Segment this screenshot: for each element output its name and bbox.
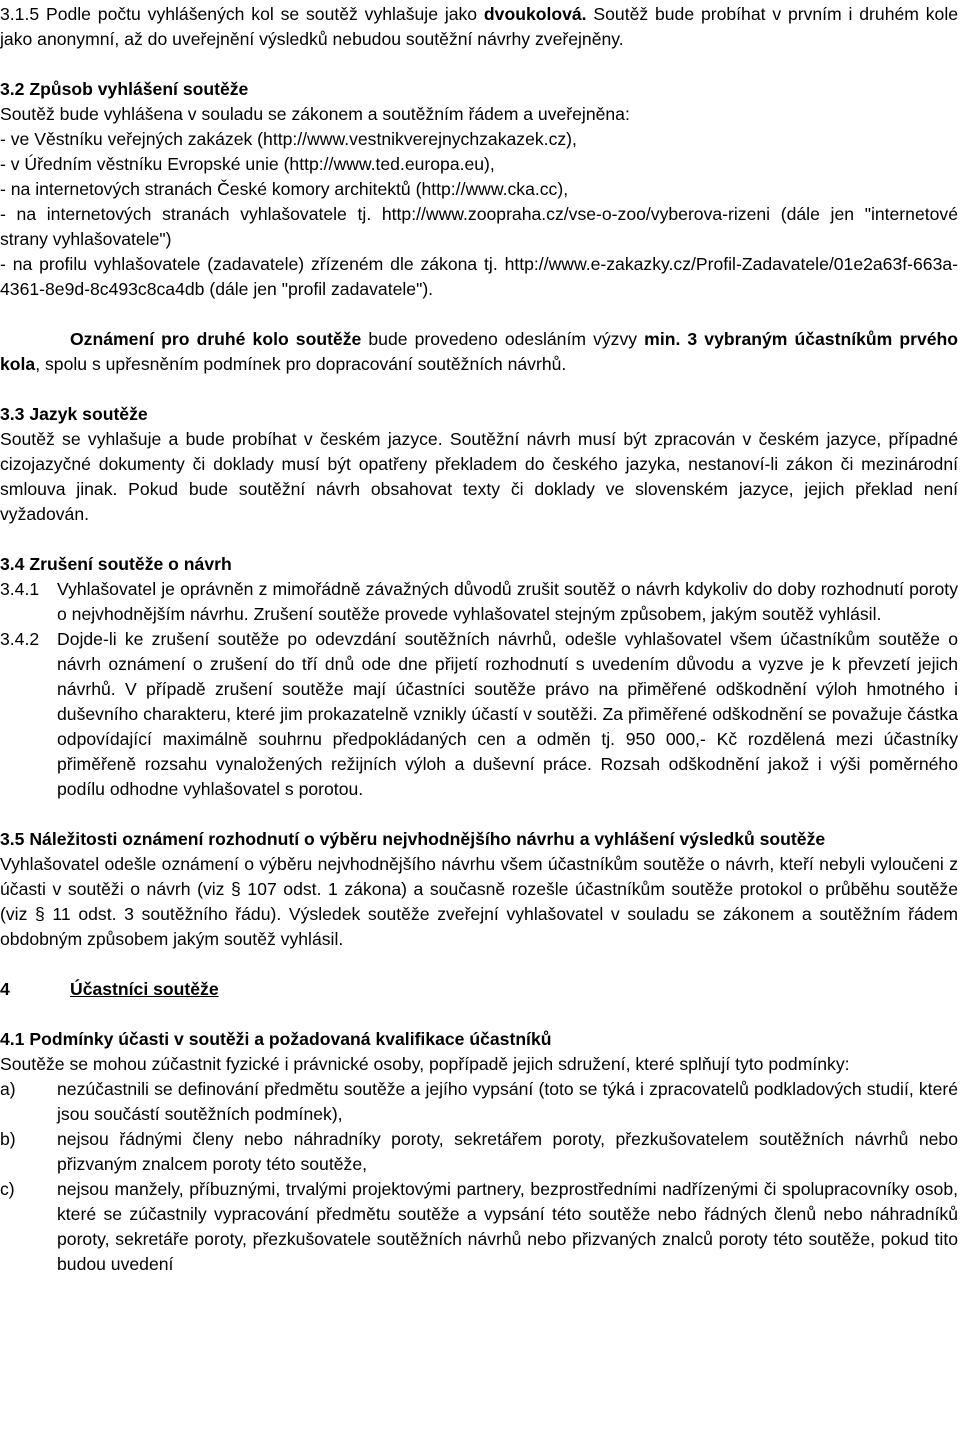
heading-3-5: 3.5 Náležitosti oznámení rozhodnutí o výběru nejvhodnějšího návrhu a vyhlášení výsledků soutěže	[0, 829, 826, 849]
item-text: Dojde-li ke zrušení soutěže po odevzdání soutěžních návrhů, odešle vyhlašovatel všem účastníkům soutěže o návrh oznámení o zrušení do tří dnů ode dne přijetí rozhodnutí s uvedením důvodu a vyzve je k převzetí jejich návrhů. V případě zrušení soutěže mají účastníci soutěže právo na přiměřené odškodnění výloh hmotného i duševního charakteru, které jim prokazatelně vznikly účastí v soutěži. Za přiměřené odškodnění se považuje částka odpovídající maximálně souhrnu předpokládaných cen a odměn tj. 950 000,- Kč rozdělená mezi účastníky přiměřeně rozsahu vynaložených režijních výloh a duševní práce. Rozsah odškodnění jakož i výši poměrného podílu odhodne vyhlašovatel s porotou.	[57, 629, 958, 799]
item-text: nejsou manžely, příbuznými, trvalými projektovými partnery, bezprostředními nadřízenými či spolupracovníky osob, které se zúčastnily vypracování předmětu soutěže a vypsání této soutěže nebo řádných členů nebo náhradníků poroty, sekretáře poroty, přezkušovatele soutěžních návrhů nebo přizvaných znalců poroty této soutěže, pokud tito budou uvedení	[57, 1179, 958, 1274]
item-number: 3.4.2	[0, 629, 40, 649]
paragraph-text: bude provedeno odesláním výzvy	[361, 329, 645, 349]
document-page	[0, 2, 958, 1277]
list-item	[0, 1077, 958, 1127]
list-line: - ve Věstníku veřejných zakázek (http://www.vestnikverejnychzakazek.cz),	[0, 129, 577, 149]
text-line: Soutěž bude vyhlášena v souladu se zákonem a soutěžním řádem a uveřejněna:	[0, 104, 630, 124]
heading-3-3: 3.3 Jazyk soutěže	[0, 404, 148, 424]
list-line: - na profilu vyhlašovatele (zadavatele) zřízeném dle zákona tj. http://www.e-zakazky.cz/Profil-Zadavatele/01e2a63f-663a-4361-8e9d-8c493c8ca4db (dále jen "profil zadavatele").	[0, 254, 958, 299]
heading-3-2: 3.2 Způsob vyhlášení soutěže	[0, 79, 249, 99]
list-item	[0, 1127, 958, 1177]
chapter-heading	[0, 977, 958, 1002]
item-letter: c)	[0, 1179, 15, 1199]
paragraph-3-1-5	[0, 2, 958, 52]
list-line: - v Úředním věstníku Evropské unie (http://www.ted.europa.eu),	[0, 154, 495, 174]
list-item	[0, 577, 958, 627]
list-item	[0, 627, 958, 802]
list-line: - na internetových stranách vyhlašovatele tj. http://www.zoopraha.cz/vse-o-zoo/vyberova-rizeni (dále jen "internetové strany vyhlašovatele")	[0, 204, 958, 249]
bold-text: min. 3 vybraným účastníkům prvého kola	[0, 329, 959, 374]
heading-3-4: 3.4 Zrušení soutěže o návrh	[0, 554, 232, 574]
item-letter: a)	[0, 1079, 16, 1099]
item-text: nejsou řádnými členy nebo náhradníky poroty, sekretářem poroty, přezkušovatelem soutěžních návrhů nebo přizvaným znalcem poroty této soutěže,	[57, 1129, 958, 1174]
chapter-number: 4	[0, 979, 10, 999]
list-item	[0, 1177, 958, 1277]
paragraph-text: Soutěže se mohou zúčastnit fyzické i právnické osoby, popřípadě jejich sdružení, které splňují tyto podmínky:	[0, 1054, 850, 1074]
list-line: - na internetových stranách České komory architektů (http://www.cka.cc),	[0, 179, 569, 199]
paragraph-text: Podle počtu vyhlášených kol se soutěž vyhlašuje jako	[45, 4, 484, 24]
paragraph-text: Soutěž bude probíhat v prvním i druhém kole jako anonymní, až do uveřejnění výsledků nebudou soutěžní návrhy zveřejněny.	[0, 4, 959, 49]
section-number: 3.1.5	[0, 4, 40, 24]
item-number: 3.4.1	[0, 579, 40, 599]
heading-4-1: 4.1 Podmínky účasti v soutěži a požadovaná kvalifikace účastníků	[0, 1029, 552, 1049]
bold-text: Oznámení pro druhé kolo soutěže	[70, 329, 362, 349]
chapter-title: Účastníci soutěže	[70, 979, 219, 999]
item-text: Vyhlašovatel je oprávněn z mimořádně závažných důvodů zrušit soutěž o návrh kdykoliv do doby rozhodnutí poroty o nejvhodnějším návrhu. Zrušení soutěže provede vyhlašovatel stejným způsobem, jakým soutěž vyhlásil.	[57, 579, 958, 624]
paragraph-text: Vyhlašovatel odešle oznámení o výběru nejvhodnějšího návrhu všem účastníkům soutěže o návrh, kteří nebyli vyloučeni z účasti v soutěži o návrh (viz § 107 odst. 1 zákona) a současně rozešle účastníkům soutěže protokol o průběhu soutěže (viz § 11 odst. 3 soutěžního řádu). Výsledek soutěže zveřejní vyhlašovatel v souladu se zákonem a soutěžním řádem obdobným způsobem jakým soutěž vyhlásil.	[0, 854, 958, 949]
paragraph-text: , spolu s upřesněním podmínek pro dopracování soutěžních návrhů.	[35, 354, 567, 374]
second-round-note	[0, 327, 958, 377]
paragraph-text: Soutěž se vyhlašuje a bude probíhat v českém jazyce. Soutěžní návrh musí být zpracován v českém jazyce, případné cizojazyčné dokumenty či doklady musí být opatřeny překladem do českého jazyka, nestanoví-li zákon či mezinárodní smlouva jinak. Pokud bude soutěžní návrh obsahovat texty či doklady ve slovenském jazyce, jejich překlad není vyžadován.	[0, 429, 958, 524]
item-text: nezúčastnili se definování předmětu soutěže a jejího vypsání (toto se týká i zpracovatelů podkladových studií, které jsou součástí soutěžních podmínek),	[57, 1079, 958, 1124]
item-letter: b)	[0, 1129, 16, 1149]
bold-text: dvoukolová.	[483, 4, 587, 24]
